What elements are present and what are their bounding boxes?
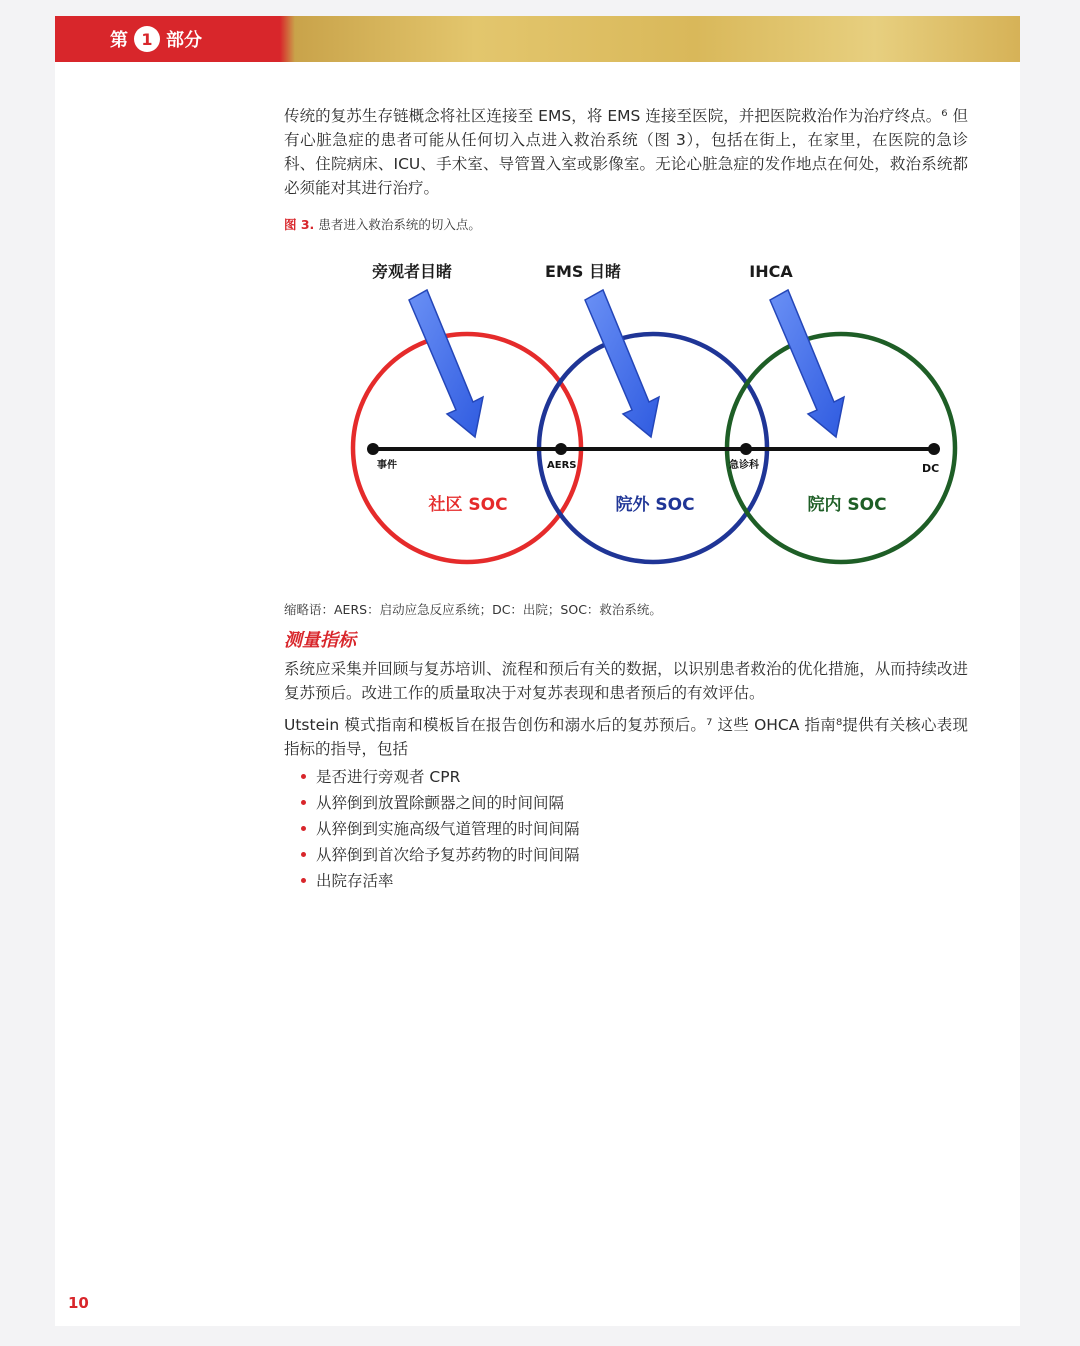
figure-label: 图 3.: [284, 217, 315, 232]
timeline-point-ed: [740, 443, 752, 455]
arrow-label-ihca: IHCA: [749, 262, 793, 281]
list-item: 从猝倒到首次给予复苏药物的时间间隔: [298, 842, 580, 868]
page-number: 10: [68, 1294, 89, 1312]
ihca-arrow: [770, 290, 844, 437]
bystander-arrow: [409, 290, 483, 437]
entry-points-diagram: [55, 16, 1020, 596]
list-item: 出院存活率: [298, 868, 580, 894]
metrics-paragraph-2: Utstein 模式指南和模板旨在报告创伤和溺水后的复苏预后。⁷ 这些 OHCA 指南⁸提供有关核心表现指标的指导，包括: [284, 716, 968, 758]
section-prefix: 第: [110, 30, 128, 51]
figure-caption-text: 患者进入救治系统的切入点。: [318, 217, 481, 232]
list-item: 从猝倒到实施高级气道管理的时间间隔: [298, 816, 580, 842]
arrow-label-ems: EMS 目睹: [545, 262, 621, 281]
intro-paragraph: 传统的复苏生存链概念将社区连接至 EMS，将 EMS 连接至医院，并把医院救治作为治疗终点。⁶ 但有心脏急症的患者可能从任何切入点进入救治系统（图 3），包括在街上，在家里，在医院的急诊科、住院病床、ICU、手术室、导管置入室或影像室。无论心脏急症的发作地点在何处，救治系统都必须能对其进行治疗。: [284, 107, 968, 197]
document-page: [55, 16, 1020, 1326]
timeline-label-event: 事件: [377, 460, 397, 471]
metrics-paragraph-1: 系统应采集并回顾与复苏培训、流程和预后有关的数据，以识别患者救治的优化措施，从而持续改进复苏预后。改进工作的质量取决于对复苏表现和患者预后的有效评估。: [284, 660, 968, 702]
ems-arrow: [585, 290, 659, 437]
timeline-label-dc: DC: [922, 462, 940, 475]
timeline-label-aers: AERS: [547, 460, 577, 471]
circle-label-inhospital: 院内 SOC: [807, 495, 887, 515]
metrics-heading: 测量指标: [284, 630, 356, 651]
list-item: 从猝倒到放置除颤器之间的时间间隔: [298, 790, 580, 816]
arrow-label-bystander: 旁观者目睹: [371, 262, 453, 281]
section-number-badge: 1: [134, 26, 160, 52]
abbreviations-note: 缩略语：AERS：启动应急反应系统；DC：出院；SOC：救治系统。: [284, 602, 662, 617]
section-suffix: 部分: [166, 30, 202, 51]
list-item: 是否进行旁观者 CPR: [298, 764, 580, 790]
timeline-point-aers: [555, 443, 567, 455]
timeline-point-event: [367, 443, 379, 455]
timeline-point-dc: [928, 443, 940, 455]
circle-label-community: 社区 SOC: [428, 495, 508, 515]
timeline-label-ed: 急诊科: [729, 460, 759, 471]
circle-label-prehospital: 院外 SOC: [615, 495, 695, 515]
metrics-bullet-list: [298, 764, 580, 894]
